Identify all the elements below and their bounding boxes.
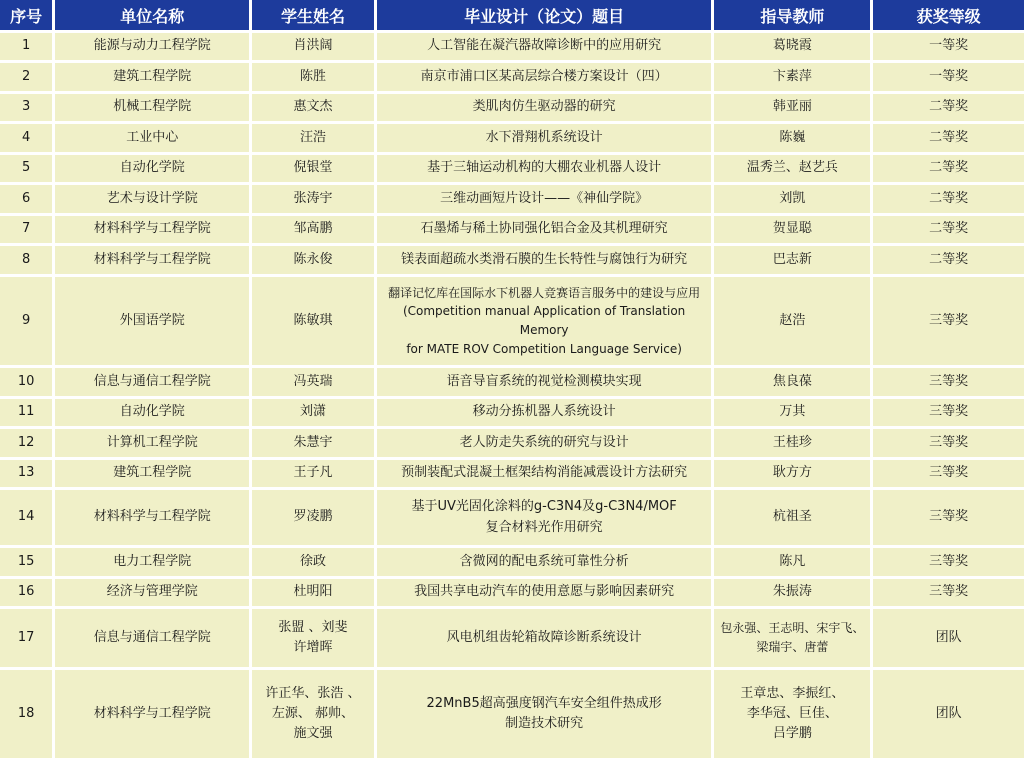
- cell-advisor-line: 陈巍: [779, 129, 806, 145]
- col-header-student: 学生姓名: [252, 0, 374, 30]
- cell-no: 18: [0, 670, 52, 758]
- cell-advisor-line: 耿方方: [772, 465, 812, 481]
- cell-advisor: [714, 63, 870, 91]
- cell-no: 1: [0, 33, 52, 60]
- cell-title: [377, 33, 712, 60]
- cell-advisor: [714, 490, 870, 545]
- table-row: [0, 609, 1024, 667]
- cell-student: [252, 579, 374, 606]
- cell-no: 5: [0, 155, 52, 182]
- table-row: [0, 216, 1024, 243]
- cell-title-line: 制造技术研究: [505, 716, 584, 731]
- cell-title-line: 人工智能在凝汽器故障诊断中的应用研究: [427, 38, 662, 54]
- cell-student: [252, 33, 374, 60]
- cell-student-line: 许正华、张浩 、: [265, 685, 361, 701]
- cell-award: 二等奖: [873, 124, 1024, 152]
- table-row: [0, 63, 1024, 91]
- cell-advisor: [714, 246, 870, 274]
- cell-student: [252, 124, 374, 152]
- cell-award: 团队: [873, 609, 1024, 667]
- table-row: [0, 429, 1024, 457]
- cell-student: [252, 63, 374, 91]
- cell-title: [377, 429, 712, 457]
- cell-title-line: 南京市浦口区某高层综合楼方案设计（四）: [420, 68, 668, 84]
- cell-student-line: 左源、 郝帅、: [271, 705, 355, 721]
- table-row: [0, 246, 1024, 274]
- table-row: [0, 277, 1024, 365]
- cell-student: [252, 399, 374, 426]
- cell-title: [377, 460, 712, 487]
- cell-student: [252, 548, 374, 576]
- cell-unit: 建筑工程学院: [55, 63, 249, 91]
- cell-advisor-line: 焦良葆: [772, 373, 812, 389]
- cell-unit: 材料科学与工程学院: [55, 246, 249, 274]
- cell-title: [377, 63, 712, 91]
- cell-student-line: 杜明阳: [293, 584, 333, 600]
- cell-student: [252, 490, 374, 545]
- cell-title: [377, 155, 712, 182]
- cell-title-line: 老人防走失系统的研究与设计: [459, 434, 629, 450]
- cell-advisor: [714, 460, 870, 487]
- cell-student-line: 汪浩: [299, 129, 326, 145]
- cell-student: [252, 368, 374, 396]
- cell-title: [377, 670, 712, 758]
- cell-award: 三等奖: [873, 277, 1024, 365]
- cell-advisor-line: 李华冠、巨佳、: [746, 705, 838, 721]
- cell-student: [252, 246, 374, 274]
- cell-advisor: [714, 33, 870, 60]
- cell-advisor: [714, 277, 870, 365]
- cell-no: 13: [0, 460, 52, 487]
- cell-advisor-line: 温秀兰、赵艺兵: [746, 160, 838, 176]
- cell-student: [252, 94, 374, 121]
- cell-student-line: 冯英瑞: [293, 373, 333, 389]
- table-row: [0, 548, 1024, 576]
- cell-advisor: [714, 124, 870, 152]
- cell-advisor-line: 巴志新: [772, 251, 812, 267]
- cell-unit: 自动化学院: [55, 155, 249, 182]
- header-row: [0, 0, 1024, 30]
- cell-title-line: 预制装配式混凝土框架结构消能减震设计方法研究: [401, 465, 688, 481]
- cell-award: 二等奖: [873, 155, 1024, 182]
- cell-unit: 艺术与设计学院: [55, 185, 249, 213]
- cell-student: [252, 609, 374, 667]
- cell-no: 3: [0, 94, 52, 121]
- cell-award: 三等奖: [873, 429, 1024, 457]
- cell-advisor-line: 陈凡: [779, 553, 806, 569]
- cell-no: 8: [0, 246, 52, 274]
- cell-title: [377, 609, 712, 667]
- cell-no: 6: [0, 185, 52, 213]
- table-row: [0, 368, 1024, 396]
- cell-title-line: 类肌肉仿生驱动器的研究: [472, 99, 616, 115]
- cell-student-line: 陈胜: [299, 68, 326, 84]
- cell-unit: 机械工程学院: [55, 94, 249, 121]
- cell-title-line: 基于UV光固化涂料的g-C3N4及g-C3N4/MOF: [411, 499, 677, 515]
- cell-title-line: 我国共享电动汽车的使用意愿与影响因素研究: [414, 584, 675, 600]
- cell-title: [377, 548, 712, 576]
- cell-student-line: 王子凡: [293, 465, 333, 481]
- cell-title: [377, 277, 712, 365]
- cell-no: 14: [0, 490, 52, 545]
- cell-award: 团队: [873, 670, 1024, 758]
- cell-award: 三等奖: [873, 548, 1024, 576]
- cell-advisor-line: 赵浩: [779, 312, 806, 328]
- cell-no: 15: [0, 548, 52, 576]
- cell-no: 2: [0, 63, 52, 91]
- cell-student-line: 刘潇: [299, 404, 326, 420]
- cell-unit: 工业中心: [55, 124, 249, 152]
- cell-title: [377, 579, 712, 606]
- cell-no: 16: [0, 579, 52, 606]
- cell-no: 10: [0, 368, 52, 396]
- cell-student: [252, 216, 374, 243]
- cell-student-line: 罗凌鹏: [293, 509, 333, 525]
- cell-student: [252, 277, 374, 365]
- cell-award: 二等奖: [873, 216, 1024, 243]
- cell-title: [377, 216, 712, 243]
- cell-advisor: [714, 155, 870, 182]
- cell-student-line: 张盟 、刘斐: [278, 619, 348, 635]
- col-header-unit: 单位名称: [55, 0, 249, 30]
- cell-unit: 电力工程学院: [55, 548, 249, 576]
- cell-unit: 经济与管理学院: [55, 579, 249, 606]
- cell-advisor-line: 杭祖圣: [772, 509, 812, 525]
- cell-title: [377, 185, 712, 213]
- table-body: [0, 33, 1024, 758]
- cell-award: 一等奖: [873, 33, 1024, 60]
- cell-unit: 外国语学院: [55, 277, 249, 365]
- table-row: [0, 33, 1024, 60]
- cell-student-line: 陈永俊: [293, 251, 333, 267]
- cell-title: [377, 490, 712, 545]
- table-row: [0, 185, 1024, 213]
- cell-title-line: 语音导盲系统的视觉检测模块实现: [446, 373, 642, 389]
- col-header-title: 毕业设计（论文）题目: [377, 0, 712, 30]
- cell-award: 三等奖: [873, 579, 1024, 606]
- col-header-no: 序号: [0, 0, 52, 30]
- cell-advisor-line: 葛晓霞: [772, 38, 812, 54]
- cell-unit: 信息与通信工程学院: [55, 609, 249, 667]
- cell-advisor: [714, 609, 870, 667]
- cell-student-line: 张涛宇: [293, 190, 333, 206]
- cell-title-line: 石墨烯与稀土协同强化铝合金及其机理研究: [420, 221, 668, 237]
- table-row: [0, 399, 1024, 426]
- cell-title-line: 翻译记忆库在国际水下机器人竞赛语言服务中的建设与应用: [388, 285, 701, 300]
- cell-title-line: 含微网的配电系统可靠性分析: [459, 553, 629, 569]
- cell-title: [377, 246, 712, 274]
- cell-unit: 自动化学院: [55, 399, 249, 426]
- cell-student-line: 邹高鹏: [293, 221, 333, 237]
- col-header-advisor: 指导教师: [714, 0, 870, 30]
- cell-advisor: [714, 670, 870, 758]
- cell-student: [252, 429, 374, 457]
- cell-student-line: 许增晖: [293, 640, 333, 655]
- cell-student-line: 惠文杰: [293, 99, 333, 115]
- table-row: [0, 124, 1024, 152]
- cell-advisor-line: 朱振涛: [772, 584, 812, 600]
- cell-unit: 材料科学与工程学院: [55, 216, 249, 243]
- cell-title-line: 镁表面超疏水类滑石膜的生长特性与腐蚀行为研究: [401, 251, 688, 267]
- table-row: [0, 460, 1024, 487]
- cell-award: 二等奖: [873, 94, 1024, 121]
- cell-advisor: [714, 185, 870, 213]
- cell-student: [252, 460, 374, 487]
- table-row: [0, 94, 1024, 121]
- cell-student: [252, 185, 374, 213]
- cell-advisor-line: 万其: [779, 404, 806, 420]
- cell-unit: 材料科学与工程学院: [55, 490, 249, 545]
- cell-advisor: [714, 548, 870, 576]
- cell-award: 三等奖: [873, 490, 1024, 545]
- cell-no: 12: [0, 429, 52, 457]
- cell-no: 11: [0, 399, 52, 426]
- cell-student-line: 徐政: [299, 553, 326, 569]
- cell-unit: 计算机工程学院: [55, 429, 249, 457]
- cell-advisor-line: 王桂珍: [772, 434, 812, 450]
- cell-unit: 能源与动力工程学院: [55, 33, 249, 60]
- cell-advisor-line: 韩亚丽: [772, 99, 812, 115]
- cell-title-line: 风电机组齿轮箱故障诊断系统设计: [446, 629, 642, 645]
- cell-unit: 建筑工程学院: [55, 460, 249, 487]
- cell-title-line: 22MnB5超高强度钢汽车安全组件热成形: [426, 695, 662, 711]
- cell-title: [377, 399, 712, 426]
- cell-advisor-line: 梁瑞宇、唐蕾: [756, 640, 829, 654]
- cell-advisor-line: 王章忠、李振红、: [740, 685, 845, 701]
- cell-student: [252, 155, 374, 182]
- cell-title-line: 水下滑翔机系统设计: [485, 129, 603, 145]
- cell-title: [377, 124, 712, 152]
- cell-unit: 信息与通信工程学院: [55, 368, 249, 396]
- cell-no: 17: [0, 609, 52, 667]
- cell-advisor: [714, 579, 870, 606]
- table-row: [0, 490, 1024, 545]
- cell-award: 三等奖: [873, 460, 1024, 487]
- cell-title-line: 基于三轴运动机构的大棚农业机器人设计: [427, 160, 662, 176]
- cell-student-line: 朱慧宇: [293, 434, 333, 450]
- cell-advisor: [714, 429, 870, 457]
- table-row: [0, 155, 1024, 182]
- cell-award: 二等奖: [873, 185, 1024, 213]
- cell-title-line: 移动分拣机器人系统设计: [472, 404, 616, 420]
- cell-advisor: [714, 216, 870, 243]
- cell-student-line: 施文强: [293, 726, 333, 742]
- cell-student: [252, 670, 374, 758]
- cell-unit: 材料科学与工程学院: [55, 670, 249, 758]
- cell-award: 二等奖: [873, 246, 1024, 274]
- cell-student-line: 倪银堂: [293, 160, 333, 176]
- cell-advisor-line: 刘凯: [779, 190, 806, 206]
- cell-no: 7: [0, 216, 52, 243]
- col-header-award: 获奖等级: [873, 0, 1024, 30]
- cell-title-line: (Competition manual Application of Translation Memory: [402, 304, 686, 337]
- cell-award: 三等奖: [873, 368, 1024, 396]
- cell-student-line: 陈敏琪: [293, 312, 333, 328]
- cell-award: 一等奖: [873, 63, 1024, 91]
- cell-advisor-line: 包永强、王志明、宋宇飞、: [720, 621, 865, 636]
- cell-advisor: [714, 368, 870, 396]
- cell-title-line: for MATE ROV Competition Language Service): [406, 341, 682, 356]
- cell-award: 三等奖: [873, 399, 1024, 426]
- cell-no: 4: [0, 124, 52, 152]
- cell-no: 9: [0, 277, 52, 365]
- cell-title-line: 三维动画短片设计——《神仙学院》: [440, 190, 649, 206]
- cell-title-line: 复合材料光作用研究: [485, 519, 603, 535]
- cell-student-line: 肖洪阔: [293, 38, 333, 54]
- table-row: [0, 670, 1024, 758]
- cell-advisor: [714, 399, 870, 426]
- cell-advisor-line: 贺显聪: [772, 221, 812, 237]
- cell-advisor: [714, 94, 870, 121]
- cell-title: [377, 368, 712, 396]
- cell-advisor-line: 卞素萍: [772, 68, 812, 84]
- cell-title: [377, 94, 712, 121]
- cell-advisor-line: 吕学鹏: [772, 726, 812, 742]
- table-row: [0, 579, 1024, 606]
